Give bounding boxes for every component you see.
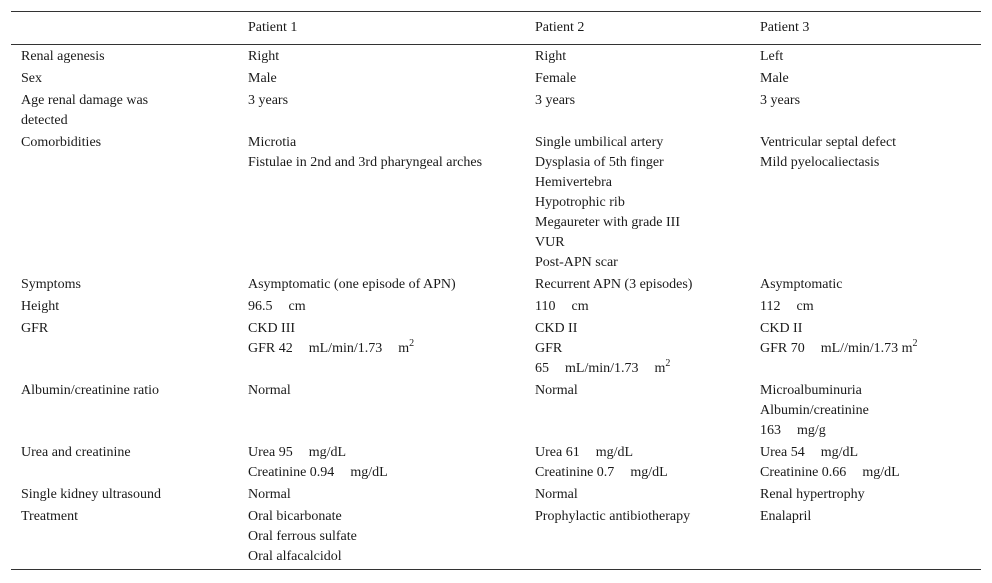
urea-value: Urea 95 mg/dL: [248, 445, 347, 460]
cell-value: Recurrent APN (3 episodes): [535, 277, 693, 292]
header-patient-1: Patient 1: [238, 12, 525, 45]
height-value: 110: [535, 299, 556, 314]
height-unit: cm: [571, 299, 589, 314]
cell-value: [750, 318, 981, 380]
cell-value: Male: [760, 71, 789, 86]
gfr-prefix: GFR: [535, 341, 563, 356]
cell-value: Right: [248, 49, 280, 64]
row-label: Height: [21, 299, 60, 314]
cell-value: Prophylactic antibiotherapy: [525, 506, 750, 570]
gfr-stage: CKD II: [535, 321, 578, 336]
row-label: Age renal damage was detected: [21, 93, 149, 128]
cell-value: Asymptomatic: [760, 277, 843, 292]
urea-value: Urea 61 mg/dL: [535, 445, 634, 460]
row-label: GFR: [21, 321, 49, 336]
cell-value: [750, 380, 981, 442]
cell-value: Normal: [248, 487, 291, 502]
cell-value: [238, 506, 525, 570]
list-item: Oral alfacalcidol: [248, 549, 342, 564]
table-row: [11, 296, 981, 318]
header-patient-2: Patient 2: [525, 12, 750, 45]
gfr-value: 65 mL/min/1.73 $m^2$: [535, 358, 671, 376]
cell-value: [525, 296, 750, 318]
header-blank: [11, 12, 238, 45]
list-item: Single umbilical artery: [535, 135, 664, 150]
cell-value: [750, 296, 981, 318]
table-row: [11, 506, 981, 570]
table-row: [11, 45, 981, 69]
albumin-label: Albumin/creatinine: [760, 403, 869, 418]
cell-value: [238, 318, 525, 380]
cell-value: [238, 132, 525, 274]
row-label: Renal agenesis: [21, 49, 105, 64]
cell-value: 3 years: [760, 93, 801, 108]
list-item: Post-APN scar: [535, 255, 618, 270]
list-item: Oral ferrous sulfate: [248, 529, 357, 544]
list-item: Hypotrophic rib: [535, 195, 625, 210]
gfr-value: GFR 42 mL/min/1.73 $m^2$: [248, 338, 415, 356]
row-label: Comorbidities: [21, 135, 102, 150]
table-row: [11, 484, 981, 506]
cell-value: Normal: [535, 487, 578, 502]
cell-value: Renal hypertrophy: [760, 487, 865, 502]
list-item: Fistulae in 2nd and 3rd pharyngeal arches: [248, 155, 483, 170]
list-item: Oral bicarbonate: [248, 509, 342, 524]
cell-value: [750, 132, 981, 274]
cell-value: [525, 318, 750, 380]
list-item: Hemivertebra: [535, 175, 612, 190]
cell-value: [525, 132, 750, 274]
row-label: Treatment: [11, 506, 238, 570]
row-label: Albumin/creatinine ratio: [21, 383, 160, 398]
list-item: Mild pyelocaliectasis: [760, 155, 880, 170]
cell-value: [238, 442, 525, 484]
table-row: [11, 318, 981, 380]
patient-comparison-table: [11, 11, 981, 570]
creatinine-value: Creatinine 0.94 mg/dL: [248, 465, 388, 480]
row-label: Sex: [21, 71, 42, 86]
cell-value: Right: [535, 49, 567, 64]
cell-value: Normal: [535, 383, 578, 398]
gfr-stage: CKD III: [248, 321, 296, 336]
cell-value: Asymptomatic (one episode of APN): [248, 277, 456, 292]
table-header-row: [11, 12, 981, 45]
cell-value: Left: [760, 49, 784, 64]
list-item: Megaureter with grade III: [535, 215, 680, 230]
height-value: 96.5: [248, 299, 273, 314]
cell-value: [525, 442, 750, 484]
row-label: Urea and creatinine: [21, 445, 131, 460]
list-item: Microtia: [248, 135, 297, 150]
list-item: VUR: [535, 235, 565, 250]
cell-value: [750, 442, 981, 484]
creatinine-value: Creatinine 0.66 mg/dL: [760, 465, 900, 480]
table-row: [11, 442, 981, 484]
list-item: Dysplasia of 5th finger: [535, 155, 664, 170]
albumin-value: 163 mg/g: [760, 423, 826, 438]
albumin-status: Microalbuminuria: [760, 383, 862, 398]
gfr-value: GFR 70 mL//min/1.73 $m^2$: [760, 338, 918, 356]
urea-value: Urea 54 mg/dL: [760, 445, 859, 460]
cell-value: Enalapril: [750, 506, 981, 570]
table-row: [11, 68, 981, 90]
cell-value: Normal: [248, 383, 291, 398]
height-unit: cm: [796, 299, 814, 314]
height-unit: cm: [288, 299, 306, 314]
table-row: [11, 132, 981, 274]
cell-value: 3 years: [535, 93, 576, 108]
height-value: 112: [760, 299, 781, 314]
cell-value: 3 years: [248, 93, 289, 108]
patient-table-container: [11, 11, 981, 570]
table-row: [11, 274, 981, 296]
table-row: [11, 380, 981, 442]
cell-value: Female: [535, 71, 577, 86]
list-item: Ventricular septal defect: [760, 135, 897, 150]
header-patient-3: Patient 3: [750, 12, 981, 45]
cell-value: [238, 296, 525, 318]
cell-value: Male: [248, 71, 277, 86]
creatinine-value: Creatinine 0.7 mg/dL: [535, 465, 668, 480]
table-row: [11, 90, 981, 132]
gfr-stage: CKD II: [760, 321, 803, 336]
row-label: Symptoms: [21, 277, 81, 292]
row-label: Single kidney ultrasound: [21, 487, 161, 502]
